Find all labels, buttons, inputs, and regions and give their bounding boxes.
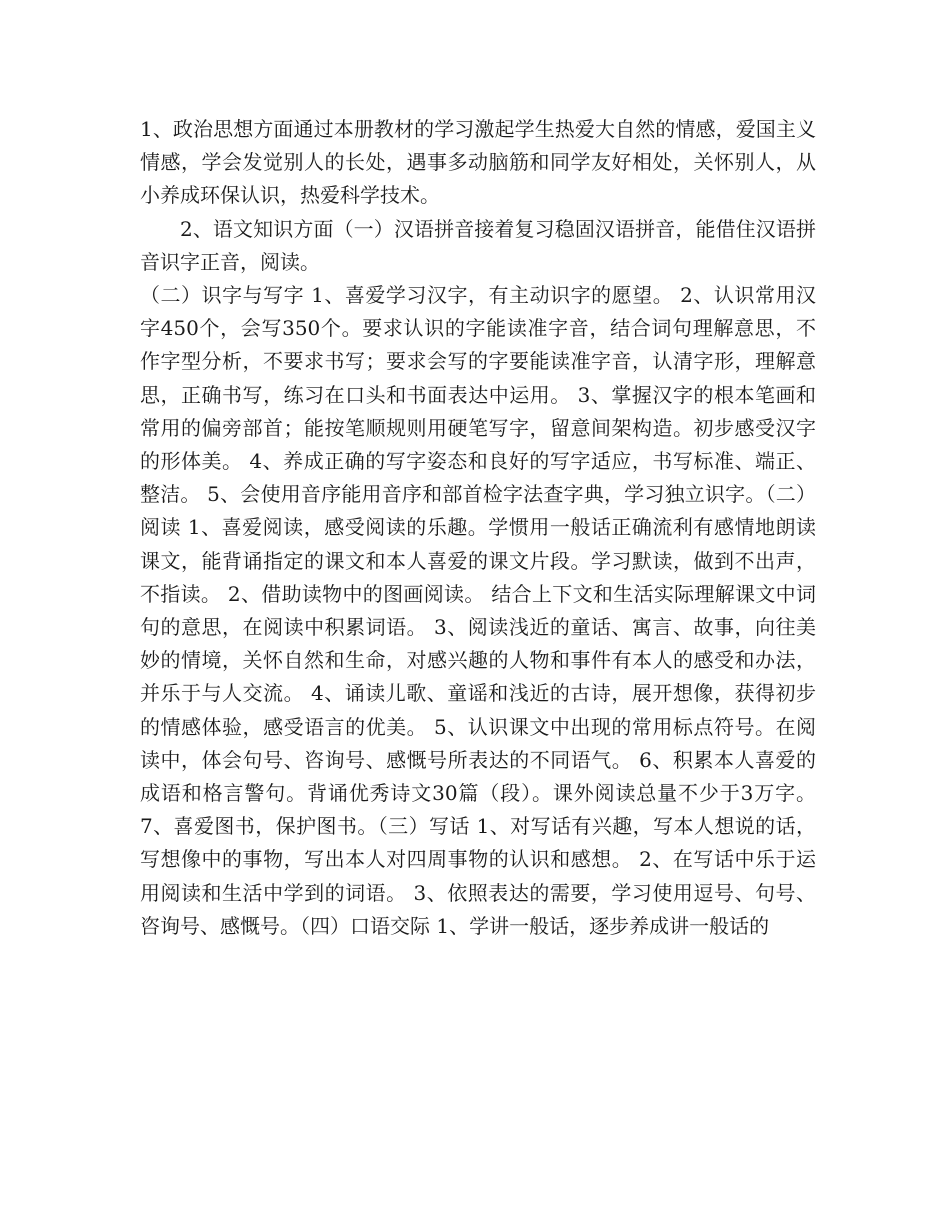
paragraph-political-thought: 1、政治思想方面通过本册教材的学习激起学生热爱大自然的情感，爱国主义情感，学会发觉别人的长处，遇事多动脑筋和同学友好相处，关怀别人，从小养成环保认识，热爱科学技术。 [140,117,816,208]
paragraph-literacy-reading-writing: （二）识字与写字 1、喜爱学习汉字，有主动识字的愿望。 2、认识常用汉字450个，会写350个。要求认识的字能读准字音，结合词句理解意思，不作字型分析，不要求书写；要求会写的字要能读准字音，认清字形，理解意思，正确书写，练习在口头和书面表达中运用。 3、掌握汉字的根本笔画和常用的偏旁部首；能按笔顺规则用硬笔写字，留意间架构造。初步感受汉字的形体美。 4、养成正确的写字姿态和良好的写字适应，书写标准、端正、整洁。 5、会使用音序能用音序和部首检字法查字典，学习独立识字。（二）阅读 1、喜爱阅读，感受阅读的乐趣。学惯用一般话正确流利有感情地朗读课文，能背诵指定的课文和本人喜爱的课文片段。学习默读，做到不出声，不指读。 2、借助读物中的图画阅读。 结合上下文和生活实际理解课文中词句的意思，在阅读中积累词语。 3、阅读浅近的童话、寓言、故事，向往美妙的情境，关怀自然和生命，对感兴趣的人物和事件有本人的感受和办法，并乐于与人交流。 4、诵读儿歌、童谣和浅近的古诗，展开想像，获得初步的情感体验，感受语言的优美。 5、认识课文中出现的常用标点符号。在阅读中，体会句号、咨询号、感慨号所表达的不同语气。 6、积累本人喜爱的成语和格言警句。背诵优秀诗文30篇（段）。课外阅读总量不少于3万字。 7、喜爱图书，保护图书。（三）写话 1、对写话有兴趣，写本人想说的话，写想像中的事物，写出本人对四周事物的认识和感想。 2、在写话中乐于运用阅读和生活中学到的词语。 3、依照表达的需要，学习使用逗号、句号、咨询号、感慨号。（四）口语交际 1、学讲一般话，逐步养成讲一般话的 [140,283,816,938]
document-body [140,113,816,943]
paragraph-language-knowledge: 2、语文知识方面（一）汉语拼音接着复习稳固汉语拼音，能借住汉语拼音识字正音，阅读。 [140,216,816,274]
